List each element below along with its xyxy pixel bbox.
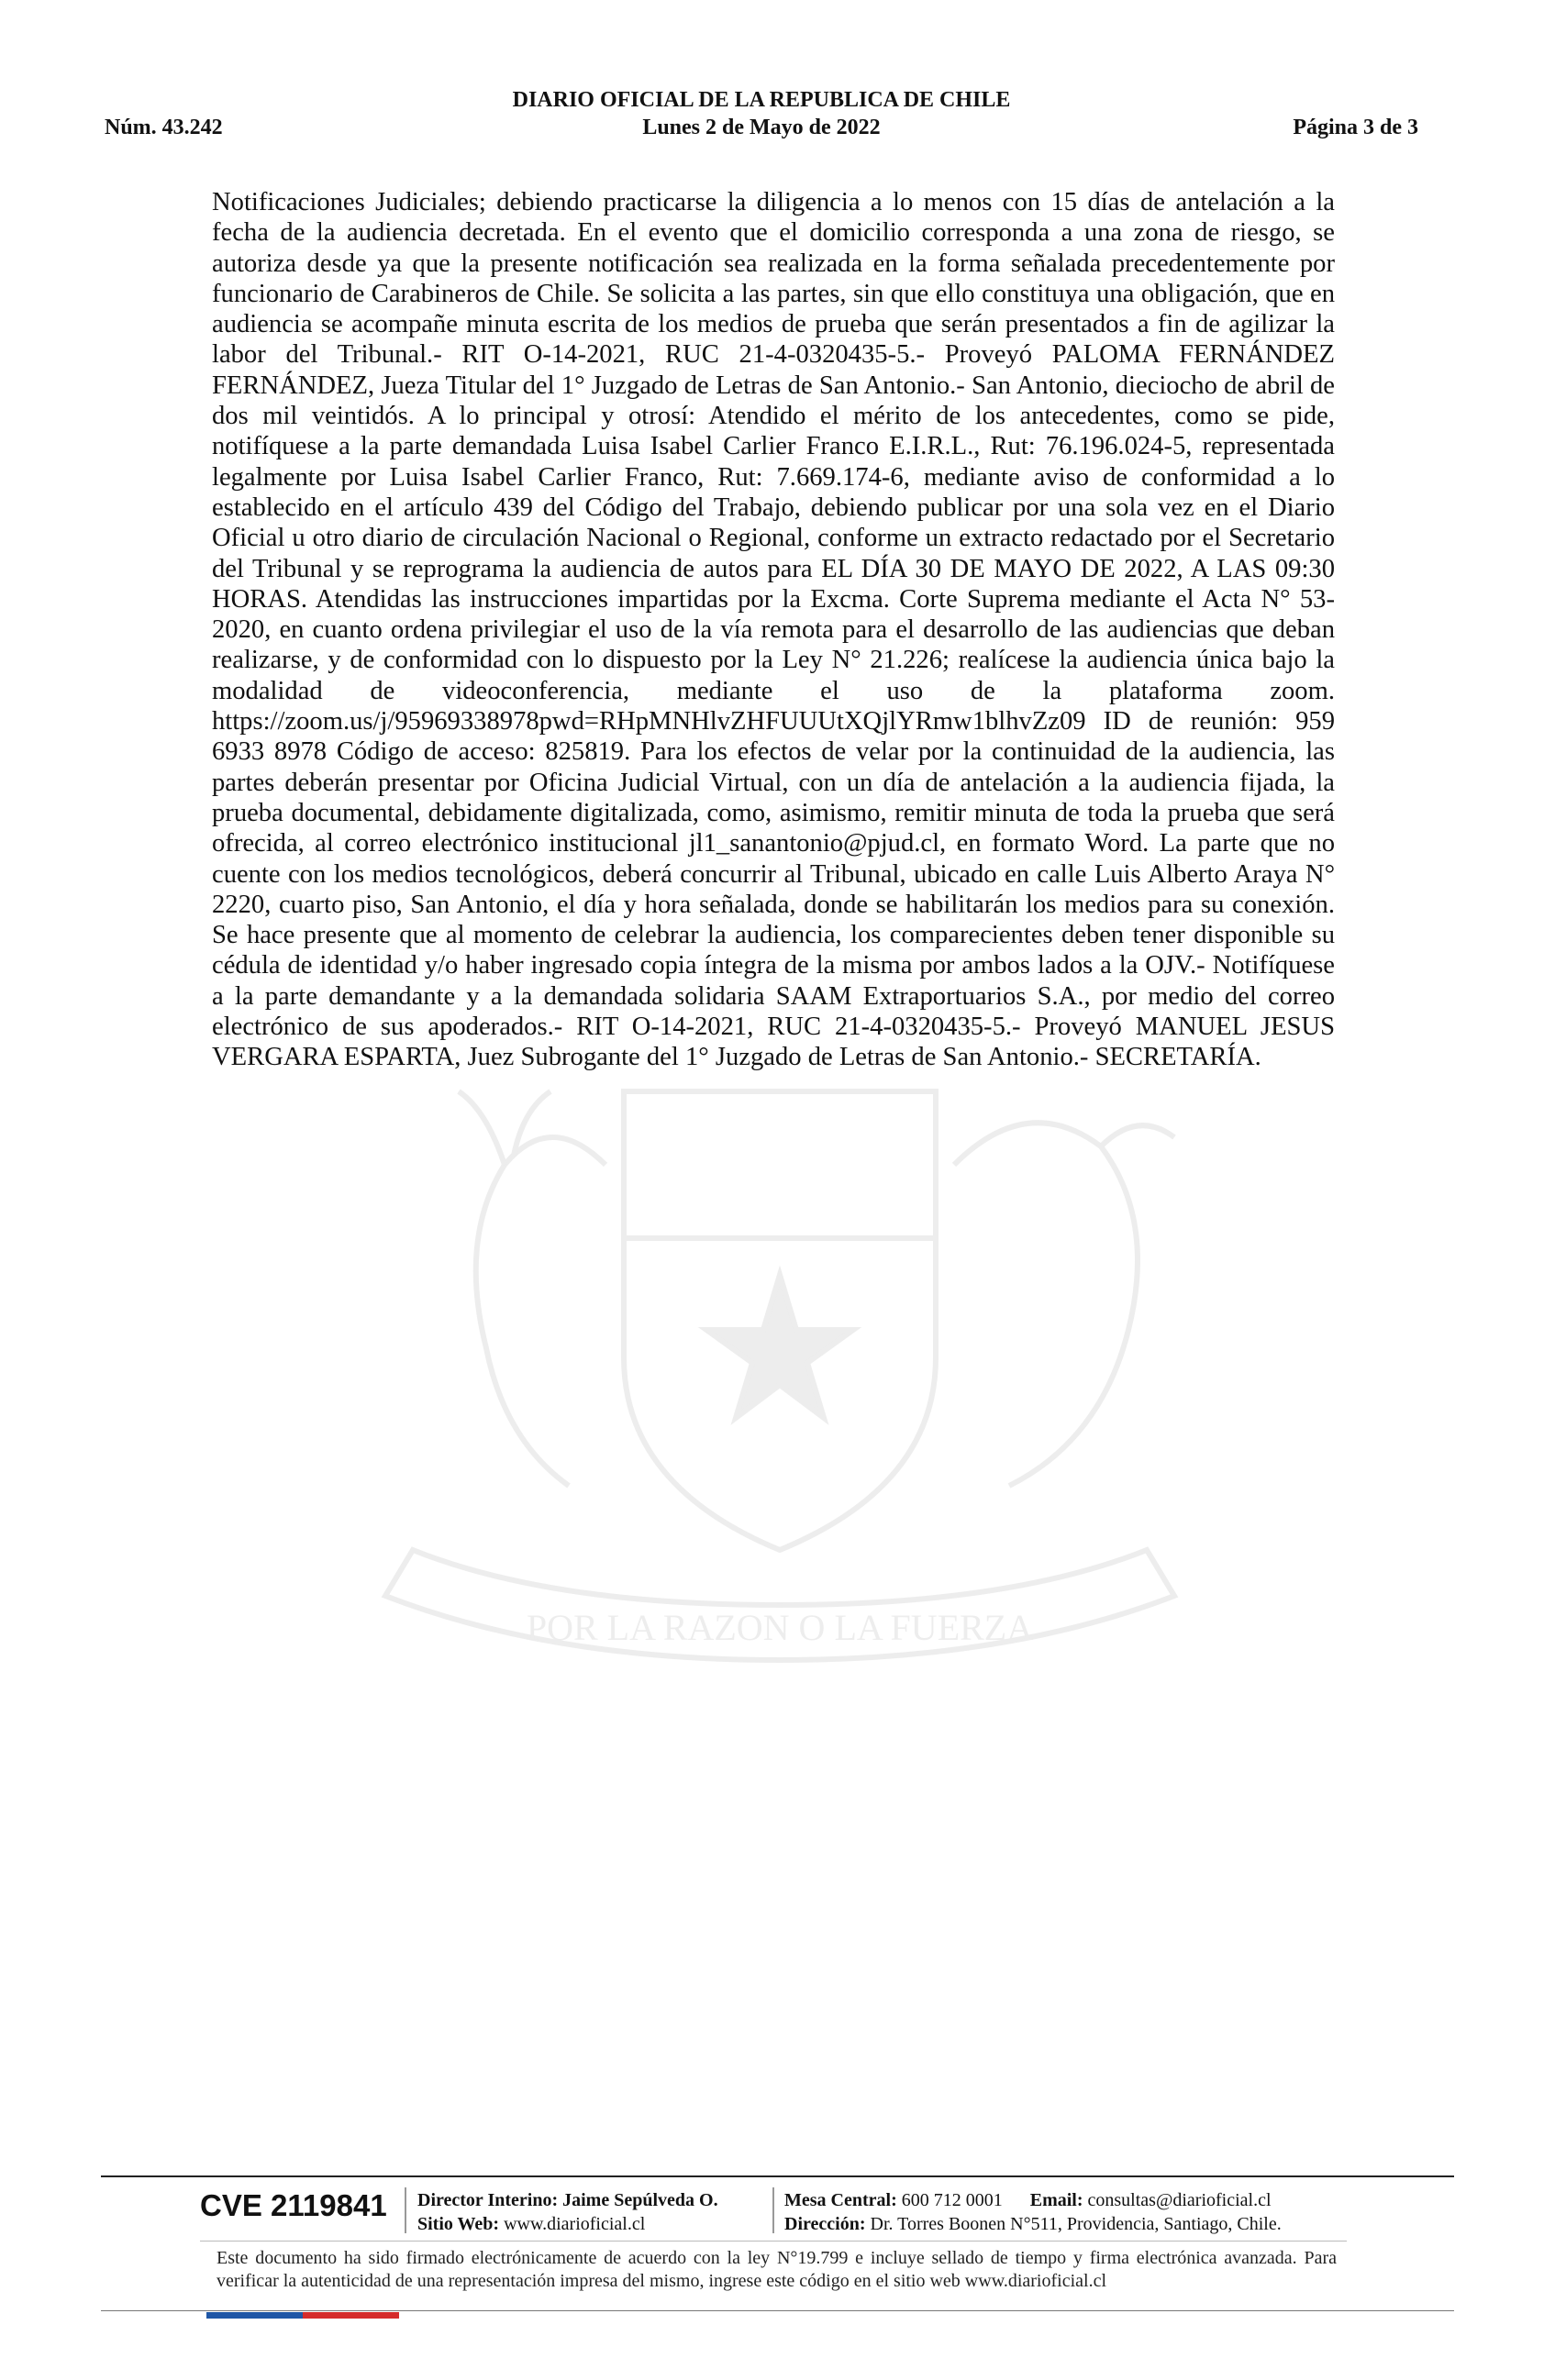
signature-disclaimer: Este documento ha sido firmado electrónicamente de acuerdo con la ley N°19.799 e incluye sellado de tiempo y firma electrónica avanzada. Para verificar la autenticidad de una representación impresa del mismo, ingrese este código en el sitio web www.diarioficial.cl <box>217 2248 1337 2291</box>
address-label: Dirección: <box>784 2214 866 2234</box>
web-link[interactable]: www.diarioficial.cl <box>504 2214 646 2234</box>
footer-separator <box>772 2187 774 2233</box>
footer-divider-mid <box>200 2241 1347 2242</box>
email-label: Email: <box>1029 2190 1083 2210</box>
phone-value: 600 712 0001 <box>901 2190 1003 2210</box>
newspaper-title: DIARIO OFICIAL DE LA REPUBLICA DE CHILE <box>512 88 1011 112</box>
coat-of-arms-watermark <box>275 1055 1284 1678</box>
page-number: Página 3 de 3 <box>1293 116 1418 139</box>
flag-stripe-blue <box>206 2312 303 2319</box>
issue-date: Lunes 2 de Mayo de 2022 <box>642 116 881 139</box>
notice-body-text: Notificaciones Judiciales; debiendo practicarse la diligencia a lo menos con 15 días de antelación a la fecha de la audiencia decretada. En el evento que el domicilio corresponda a una zona de riesgo, se autoriza desde ya que la presente notificación sea realizada en la forma señalada precedentemente por funcionario de Carabineros de Chile. Se solicita a las partes, sin que ello constituya una obligación, que en audiencia se acompañe minuta escrita de los medios de prueba que serán presentados a fin de agilizar la labor del Tribunal.- RIT O-14-2021, RUC 21-4-0320435-5.- Proveyó PALOMA FERNÁNDEZ FERNÁNDEZ, Jueza Titular del 1° Juzgado de Letras de San Antonio.- San Antonio, dieciocho de abril de dos mil veintidós. A lo principal y otrosí: Atendido el mérito de los antecedentes, como se pide, notifíquese a la parte demandada Luisa Isabel Carlier Franco E.I.R.L., Rut: 76.196.024-5, representada legalmente por Luisa Isabel Carlier Franco, Rut: 7.669.174-6, mediante aviso de conformidad a lo establecido en el artículo 439 del Código del Trabajo, debiendo publicar por una sola vez en el Diario Oficial u otro diario de circulación Nacional o Regional, conforme un extracto redactado por el Secretario del Tribunal y se reprograma la audiencia de autos para EL DÍA 30 DE MAYO DE 2022, A LAS 09:30 HORAS. Atendidas las instrucciones impartidas por la Excma. Corte Suprema mediante el Acta N° 53-2020, en cuanto ordena privilegiar el uso de la vía remota para el desarrollo de las audiencias que deban realizarse, y de conformidad con lo dispuesto por la Ley N° 21.226; realícese la audiencia única bajo la modalidad de videoconferencia, mediante el uso de la plataforma zoom. https://zoom.us/j/95969338978pwd=RHpMNHlvZHFUUUtXQjlYRmw1blhvZz09 ID de reunión: 959 6933 8978 Código de acceso: 825819. Para los efectos de velar por la continuidad de la audiencia, las partes deberán presentar por Oficina Judicial Virtual, con un día de antelación a la audiencia fijada, la prueba documental, debidamente digitalizada, como, asimismo, remitir minuta de toda la prueba que será ofrecida, al correo electrónico institucional jl1_sanantonio@pjud.cl, en formato Word. La parte que no cuente con los medios tecnológicos, deberá concurrir al Tribunal, ubicado en calle Luis Alberto Araya N° 2220, cuarto piso, San Antonio, el día y hora señalada, donde se habilitarán los medios para su conexión. Se hace presente que al momento de celebrar la audiencia, los comparecientes deben tener disponible su cédula de identidad y/o haber ingresado copia íntegra de la misma por ambos lados a la OJV.- Notifíquese a la parte demandante y a la demandada solidaria SAAM Extraportuarios S.A., por medio del correo electrónico de sus apoderados.- RIT O-14-2021, RUC 21-4-0320435-5.- Proveyó MANUEL JESUS VERGARA ESPARTA, Juez Subrogante del 1° Juzgado de Letras de San Antonio.- SECRETARÍA. <box>212 188 1335 1072</box>
cve-code: CVE 2119841 <box>200 2188 387 2222</box>
footer-separator <box>405 2187 406 2233</box>
web-label: Sitio Web: <box>417 2214 500 2234</box>
page-header <box>105 88 1418 143</box>
director-name: Jaime Sepúlveda O. <box>562 2190 718 2210</box>
footer-contact-column-2 <box>784 2188 1282 2236</box>
motto-text: POR LA RAZON O LA FUERZA <box>526 1607 1034 1648</box>
footer-contact-column-1 <box>417 2188 718 2236</box>
issue-number: Núm. 43.242 <box>105 116 223 139</box>
email-link[interactable]: consultas@diarioficial.cl <box>1087 2190 1272 2210</box>
address-value: Dr. Torres Boonen N°511, Providencia, Santiago, Chile. <box>870 2214 1282 2234</box>
footer-divider-bottom <box>101 2310 1454 2311</box>
phone-label: Mesa Central: <box>784 2190 897 2210</box>
flag-stripe-red <box>303 2312 399 2319</box>
footer-divider-top <box>101 2175 1454 2177</box>
director-label: Director Interino: <box>417 2190 559 2210</box>
